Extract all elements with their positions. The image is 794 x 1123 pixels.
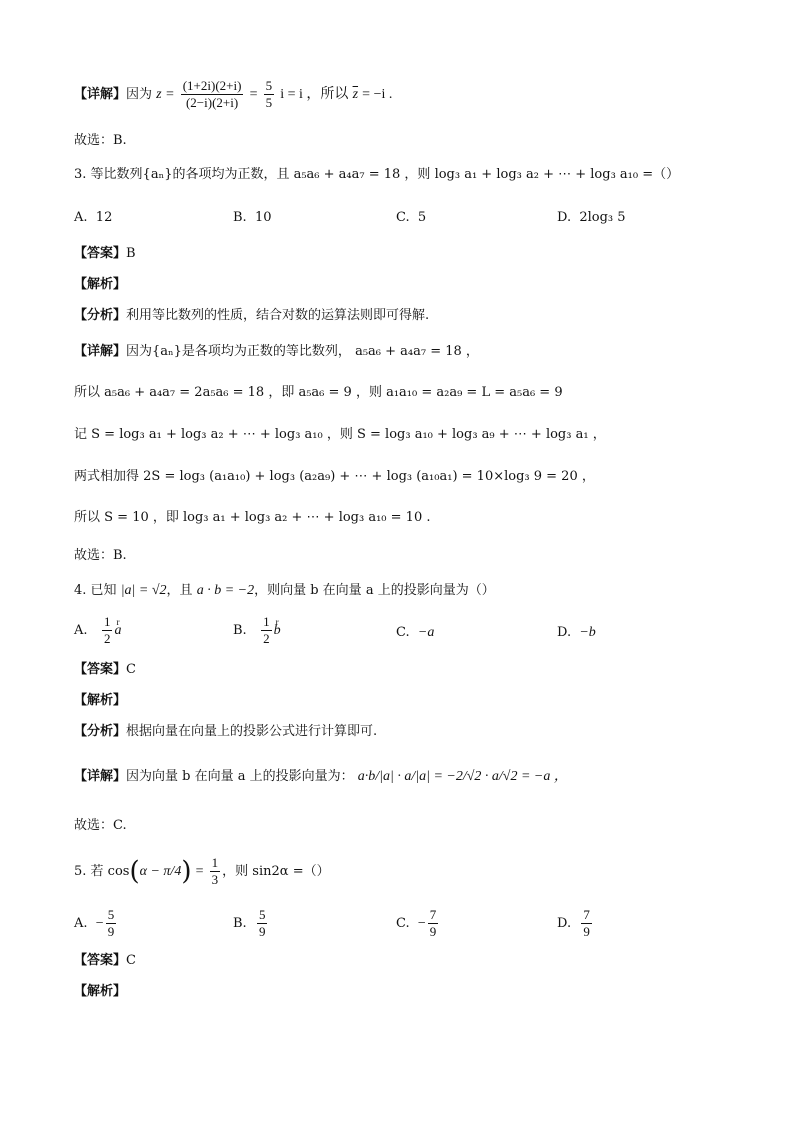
projection-formula: a·b/|a| · a/|a| = −2/√2 · a/√2 = −a ， <box>357 769 568 784</box>
fraction-denominator: (2−i)(2+i) <box>185 95 239 110</box>
q5-option-c <box>396 907 440 940</box>
equals-sign: = <box>195 864 204 879</box>
fraction-numerator: (1+2i)(2+i) <box>182 78 242 93</box>
q4-choose: 故选：C. <box>74 818 127 833</box>
cos-argument: α − π/4 <box>139 864 182 879</box>
fraction-numerator: 7 <box>583 907 590 922</box>
q4-analysis-tag: 【解析】 <box>74 693 127 708</box>
five-fifths-fraction <box>264 78 275 111</box>
option-text: 12 <box>95 210 113 225</box>
fraction-numerator: 5 <box>265 78 273 93</box>
option-text: 2log₃ 5 <box>579 210 626 225</box>
option-label: C. <box>396 625 410 640</box>
fenxi-tag: 【分析】 <box>74 724 127 739</box>
option-label: A. <box>74 916 88 931</box>
option-fraction <box>257 907 268 940</box>
detail-line-q2 <box>74 78 392 111</box>
question-text: 等比数列{aₙ}的各项均为正数，且 a₅a₆ + a₄a₇ = 18 ，则 log₃ a₁ + log₃ a₂ + ⋯ + log₃ a₁₀ =（） <box>90 167 680 182</box>
q3-option-a <box>74 207 112 229</box>
fraction-numerator: 1 <box>103 614 111 629</box>
equals-sign: = <box>249 87 258 102</box>
fraction-denominator: 9 <box>583 924 590 939</box>
q3-option-c <box>396 207 426 229</box>
detail-pre: 因为 <box>126 87 153 102</box>
q3-detail-line-1 <box>74 341 479 363</box>
fraction-numerator: 1 <box>263 614 270 629</box>
answer-tag: 【答案】 <box>74 246 127 261</box>
option-fraction <box>581 907 592 940</box>
fraction-denominator: 3 <box>211 872 219 887</box>
answer-value: B <box>126 246 136 261</box>
fraction-denominator: 2 <box>103 631 111 646</box>
fraction-numerator: 5 <box>258 907 266 922</box>
complex-fraction <box>181 78 244 111</box>
fraction-numerator: 7 <box>429 907 437 922</box>
q4-fenxi <box>74 721 377 743</box>
option-text: 10 <box>254 210 272 225</box>
detail-tag: 【详解】 <box>74 87 127 102</box>
option-label: B. <box>233 210 247 225</box>
answer-value: C <box>126 953 136 968</box>
choose-line-q2: 故选：B. <box>74 133 127 148</box>
option-label: B. <box>233 623 247 638</box>
fraction-numerator: 5 <box>107 907 115 922</box>
fraction-denominator: 9 <box>107 924 115 939</box>
q3-detail-line-4: 两式相加得 2S = log₃ (a₁a₁₀) + log₃ (a₂a₉) + ⋯ + log₃ (a₁₀a₁) = 10×log₃ 9 = 20 ， <box>74 469 595 484</box>
detail-tag: 【详解】 <box>74 769 127 784</box>
dot-product-expression: a · b = −2 <box>196 583 255 598</box>
option-sign: − <box>417 916 426 931</box>
q5-answer <box>74 950 136 972</box>
option-text: −a <box>417 625 435 640</box>
q4-option-b <box>233 614 281 647</box>
q4-option-c <box>396 622 434 644</box>
vector-b: r b <box>274 620 281 642</box>
q4-option-a <box>74 614 121 647</box>
fraction-denominator: 5 <box>265 95 273 110</box>
q3-answer <box>74 243 136 265</box>
q3-detail-line-3: 记 S = log₃ a₁ + log₃ a₂ + ⋯ + log₃ a₁₀ ，则 S = log₃ a₁₀ + log₃ a₉ + ⋯ + log₃ a₁ ， <box>74 427 606 442</box>
option-label: D. <box>557 625 572 640</box>
fraction-numerator: 1 <box>211 855 219 870</box>
option-fraction <box>261 614 272 647</box>
question-4 <box>74 580 495 602</box>
z-lhs: z = <box>156 87 175 102</box>
option-label: B. <box>233 916 247 931</box>
option-label: C. <box>396 210 410 225</box>
option-text: 5 <box>417 210 427 225</box>
answer-tag: 【答案】 <box>74 953 127 968</box>
detail-text: 因为向量 b 在向量 a 上的投影向量为： <box>126 769 354 784</box>
abs-a-expression: |a| = √2 <box>120 583 167 598</box>
question-text-post: ，则向量 b 在向量 a 上的投影向量为（） <box>254 583 495 598</box>
q4-detail <box>74 766 568 788</box>
answer-tag: 【答案】 <box>74 662 127 677</box>
question-text-post: ，则 sin2α =（） <box>222 864 330 879</box>
option-label: C. <box>396 916 410 931</box>
fenxi-tag: 【分析】 <box>74 308 127 323</box>
detail-tail: i = i ，所以 <box>280 87 349 102</box>
detail-tag: 【详解】 <box>74 344 127 359</box>
answer-value: C <box>126 662 136 677</box>
question-number: 5. <box>74 864 87 879</box>
q3-choose: 故选：B. <box>74 548 127 563</box>
q3-detail-line-5: 所以 S = 10 ，即 log₃ a₁ + log₃ a₂ + ⋯ + log₃ a₁₀ = 10 . <box>74 510 431 525</box>
q3-fenxi <box>74 305 429 327</box>
option-fraction <box>102 614 113 647</box>
question-text-mid: ，且 <box>166 583 193 598</box>
q4-answer <box>74 659 136 681</box>
fraction-denominator: 9 <box>258 924 266 939</box>
question-number: 4. <box>74 583 87 598</box>
question-text-pre: 若 cos <box>90 864 130 879</box>
question-text-pre: 已知 <box>90 583 117 598</box>
question-number: 3. <box>74 167 87 182</box>
option-label: D. <box>557 916 572 931</box>
fraction-denominator: 2 <box>263 631 270 646</box>
option-label: D. <box>557 210 572 225</box>
q3-option-b <box>233 207 272 229</box>
q4-option-d <box>557 622 596 644</box>
q5-option-d <box>557 907 594 940</box>
question-5: 5. 若 cos(α − π/4) = $\frac{1}{3}$ ，则 sin2α =（） <box>74 855 330 887</box>
q3-analysis-tag: 【解析】 <box>74 277 127 292</box>
conj-tail: = −i . <box>362 87 393 102</box>
option-fraction <box>428 907 439 940</box>
z-conjugate: $\overline{z}$ <box>352 87 359 102</box>
fraction-denominator: 9 <box>429 924 437 939</box>
option-fraction <box>106 907 117 940</box>
option-label: A. <box>74 623 88 638</box>
rhs-fraction <box>210 855 221 888</box>
q5-option-b <box>233 907 269 940</box>
q5-analysis-tag: 【解析】 <box>74 984 127 999</box>
q3-detail-line-2: 所以 a₅a₆ + a₄a₇ = 2a₅a₆ = 18 ，即 a₅a₆ = 9 ，则 a₁a₁₀ = a₂a₉ = L = a₅a₆ = 9 <box>74 385 563 400</box>
option-label: A. <box>74 210 88 225</box>
option-sign: − <box>95 916 104 931</box>
detail-text: 因为{aₙ}是各项均为正数的等比数列， a₅a₆ + a₄a₇ = 18 ， <box>126 344 479 359</box>
question-3 <box>74 164 679 186</box>
fenxi-text: 根据向量在向量上的投影公式进行计算即可. <box>126 724 378 739</box>
fenxi-text: 利用等比数列的性质，结合对数的运算法则即可得解. <box>126 308 430 323</box>
q5-option-a <box>74 907 118 940</box>
q3-option-d <box>557 207 626 229</box>
option-text: −b <box>579 625 596 640</box>
vector-a: r a <box>114 620 121 642</box>
